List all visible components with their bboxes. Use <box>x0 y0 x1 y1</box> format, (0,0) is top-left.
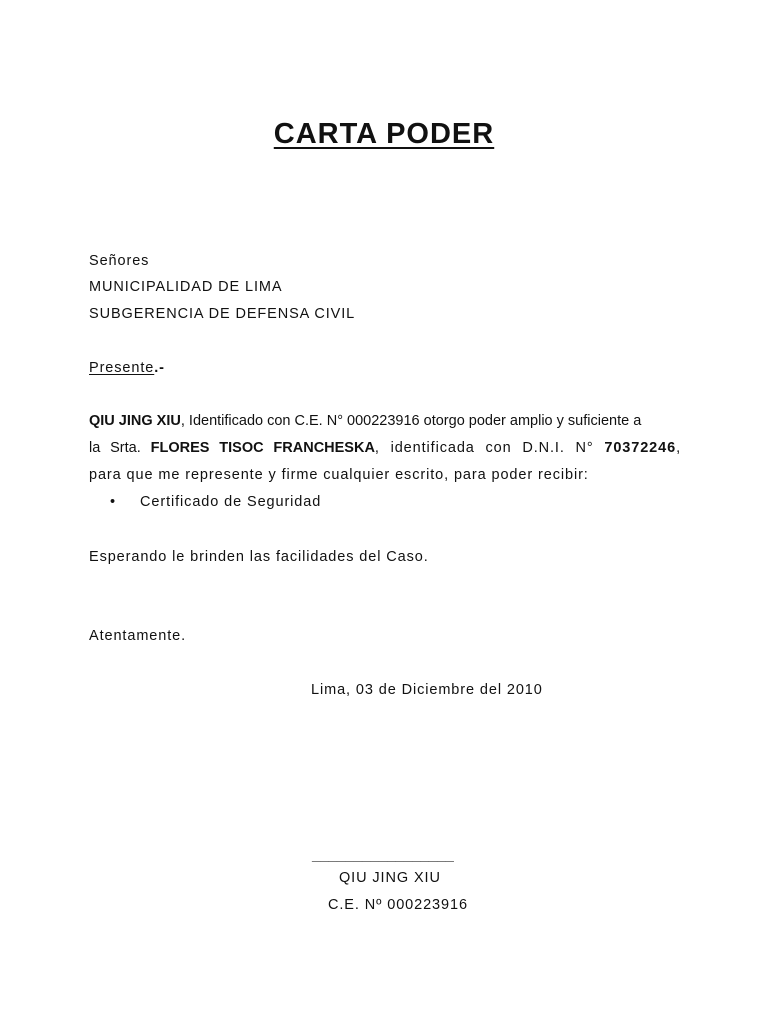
document-title-text: CARTA PODER <box>273 118 495 150</box>
attorney-name: FLORES TISOC FRANCHESKA <box>150 440 375 456</box>
bullet-item-text: Certificado de Seguridad <box>140 494 322 510</box>
salutation: Señores <box>89 253 150 269</box>
body-line-2-prefix: la Srta. <box>89 440 151 456</box>
bullet-list-item <box>110 494 321 510</box>
signature-line: _________________ <box>312 847 454 864</box>
closing-farewell: Atentamente. <box>89 628 187 644</box>
recipient-organization: MUNICIPALIDAD DE LIMA <box>89 279 283 295</box>
signature-id: C.E. Nº 000223916 <box>328 897 468 913</box>
body-line-3: para que me represente y firme cualquier escrito, para poder recibir: <box>89 467 589 483</box>
attorney-dni: 70372246 <box>604 440 677 456</box>
body-paragraph <box>89 408 681 489</box>
recipient-department: SUBGERENCIA DE DEFENSA CIVIL <box>89 306 356 322</box>
grantor-name: QIU JING XIU <box>89 413 181 429</box>
presente-suffix: .- <box>154 360 165 376</box>
body-line-1-rest: , Identificado con C.E. N° 000223916 otorgo poder amplio y suficiente a <box>180 413 642 429</box>
bullet-icon: • <box>110 494 116 510</box>
presente-word: Presente <box>89 360 155 376</box>
body-line-2-mid: , identificada con D.N.I. N° <box>374 440 605 456</box>
place-date: Lima, 03 de Diciembre del 2010 <box>311 682 543 698</box>
document-title <box>0 118 768 151</box>
body-line-2 <box>89 435 681 462</box>
presente-line <box>89 360 165 376</box>
body-line-1 <box>89 408 681 435</box>
closing-request: Esperando le brinden las facilidades del Caso. <box>89 549 429 565</box>
signature-name: QIU JING XIU <box>339 870 441 886</box>
body-line-2-suffix: , <box>676 440 682 456</box>
